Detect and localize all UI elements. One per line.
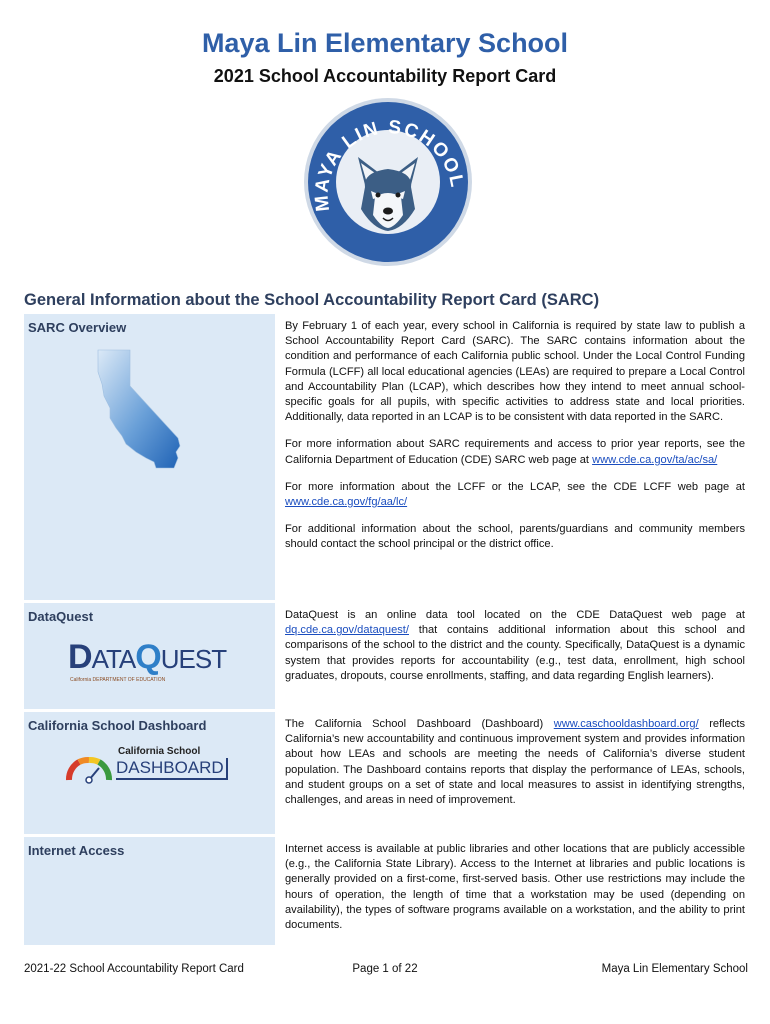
sarc-info-table xyxy=(24,314,747,948)
sarc-web-link[interactable]: www.cde.ca.gov/ta/ac/sa/ xyxy=(592,453,718,466)
logo-text-school: SCHOOL xyxy=(387,116,468,191)
dataquest-paragraph xyxy=(285,608,745,684)
row-label: SARC Overview xyxy=(28,320,127,335)
school-name-title: Maya Lin Elementary School xyxy=(201,28,569,58)
dataquest-logo xyxy=(68,639,238,691)
dataquest-logo-ata: ATA xyxy=(91,644,136,674)
dataquest-label-cell xyxy=(24,602,275,711)
sarc-p3-text: For more information about the LCFF or the LCAP, see the CDE LCFF web page at xyxy=(285,480,745,493)
sarc-paragraph-2 xyxy=(285,437,745,467)
table-row xyxy=(24,836,747,947)
table-row xyxy=(24,314,747,602)
row-label: Internet Access xyxy=(28,843,125,858)
lcff-web-link[interactable]: www.cde.ca.gov/fg/aa/lc/ xyxy=(285,496,408,509)
dataquest-logo-d: D xyxy=(68,638,92,676)
dashboard-content xyxy=(275,711,747,836)
dashboard-logo-line2: DASHBOARD xyxy=(116,758,228,780)
dataquest-content xyxy=(275,602,747,711)
dashboard-p1-text: The California School Dashboard (Dashboard) xyxy=(285,718,554,730)
footer-page-number: Page 1 of 22 xyxy=(352,963,418,975)
footer-report-name: 2021-22 School Accountability Report Card xyxy=(24,963,244,975)
table-row xyxy=(24,602,747,711)
dashboard-label-cell xyxy=(24,711,275,836)
dashboard-logo-line1: California School xyxy=(118,746,201,757)
internet-paragraph: Internet access is available at public libraries and other locations that are publicly accessible (e.g., the California State Library). Access to the Internet at libraries and public locations is generally provided on a first-come, first-served basis. Other use restrictions may include the hours of operation, the length of time that a workstation may be used (depending on availability), the types of software programs available on a workstation, and the ability to print documents. xyxy=(285,843,745,932)
logo-text-maya: MAYA xyxy=(311,145,347,213)
section-heading: General Information about the School Accountability Report Card (SARC) xyxy=(24,291,600,309)
dataquest-p1-rest: that contains additional information about this school and comparisons of the school to the district and the county. Specifically, DataQuest is a dynamic system that provides reports for accountability (e.g., test data, enrollment, high school graduates, dropouts, course enrollments, staffing, and data regarding English learners). xyxy=(285,624,745,682)
school-logo xyxy=(303,97,473,267)
california-map-icon xyxy=(96,348,200,476)
sarc-paragraph-4: For additional information about the school, parents/guardians and community members should contact the school principal or the district office. xyxy=(285,523,745,551)
dashboard-p1-rest: reflects California’s new accountability and continuous improvement system and provides information about how LEAs and schools are meeting the needs of California’s diverse student population. The Dashboard contains reports that display the performance of LEAs, schools, and student groups on a set of state and local measures to assist in identifying strengths, challenges, and areas in need of improvement. xyxy=(285,718,745,807)
dataquest-logo-q: Q xyxy=(135,638,161,676)
sarc-overview-content xyxy=(275,314,747,602)
dashboard-gauge-icon xyxy=(64,746,114,786)
dataquest-logo-cde: California DEPARTMENT OF EDUCATION xyxy=(70,677,166,683)
internet-content xyxy=(275,836,747,947)
internet-label-cell xyxy=(24,836,275,947)
dataquest-logo-uest: UEST xyxy=(160,644,227,674)
dashboard-paragraph xyxy=(285,717,745,808)
row-label: California School Dashboard xyxy=(28,718,207,733)
dashboard-web-link[interactable]: www.caschooldashboard.org/ xyxy=(553,718,699,730)
sarc-overview-label-cell xyxy=(24,314,275,602)
sarc-paragraph-3 xyxy=(285,480,745,510)
report-title: 2021 School Accountability Report Card xyxy=(213,66,557,86)
dataquest-web-link[interactable]: dq.cde.ca.gov/dataquest/ xyxy=(285,624,409,637)
sarc-paragraph-1: By February 1 of each year, every school in California is required by state law to publish a School Accountability Report Card (SARC). The SARC contains information about the condition and performance of each California public school. Under the Local Control Funding Formula (LCFF) all local educational agencies (LEAs) are required to prepare a Local Control and Accountability Plan (LCAP), which describes how they intend to meet annual school-specific goals for all pupils, with specific activities to address state and local priorities. Additionally, data reported in an LCAP is to be consistent with data reported in the SARC. xyxy=(285,320,745,424)
footer-school-name: Maya Lin Elementary School xyxy=(601,963,748,975)
dataquest-p1-text: DataQuest is an online data tool located on the CDE DataQuest web page at xyxy=(285,609,745,621)
table-row xyxy=(24,711,747,836)
dashboard-logo xyxy=(64,744,244,788)
logo-text-lin: LIN xyxy=(338,118,382,154)
row-label: DataQuest xyxy=(28,609,94,624)
sarc-p2-text: For more information about SARC requirements and access to prior year reports, see the California Department of Education (CDE) SARC web page at xyxy=(285,438,745,466)
